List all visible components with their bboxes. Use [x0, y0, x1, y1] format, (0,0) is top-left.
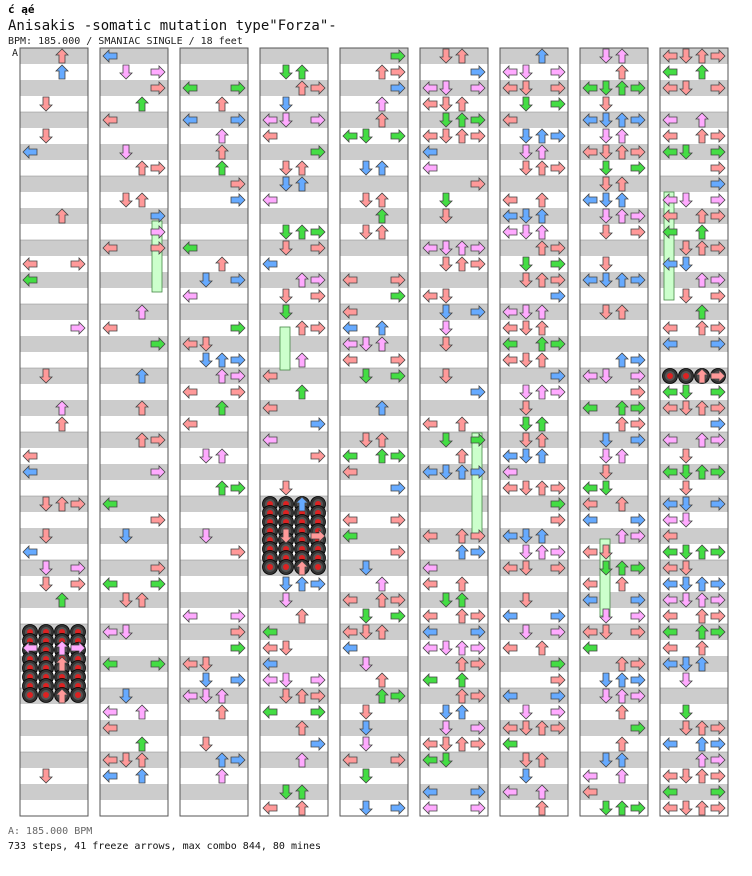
chart-column: [580, 48, 648, 816]
chart-column: [260, 48, 328, 816]
chart-column: [20, 48, 88, 816]
chart-column: [340, 48, 408, 816]
footer-stats: 733 steps, 41 freeze arrows, max combo 844, 80 mines: [8, 841, 322, 852]
mine-icon: [39, 688, 54, 703]
mine-icon: [263, 560, 278, 575]
mine-icon: [311, 560, 326, 575]
chart-info: BPM: 185.000 / SMANIAC SINGLE / 18 feet: [8, 36, 243, 47]
mine-icon: [71, 688, 86, 703]
footer-bpm: A: 185.000 BPM: [8, 826, 93, 837]
chart-column: [500, 48, 568, 816]
mine-icon: [679, 369, 694, 384]
song-title: Anisakis -somatic mutation type"Forza"-: [8, 18, 337, 34]
chart-column: [420, 48, 488, 816]
chart-column: [660, 48, 728, 816]
freeze-arrow: [472, 433, 482, 538]
mine-icon: [663, 369, 678, 384]
mine-icon: [279, 560, 294, 575]
freeze-arrow: [280, 327, 290, 370]
chart-column: [100, 48, 168, 816]
section-label: A: [12, 48, 19, 59]
header-icon-text: ć ąé: [8, 3, 35, 16]
mine-icon: [23, 688, 38, 703]
chart-column: [180, 48, 248, 816]
freeze-arrow: [664, 192, 674, 300]
